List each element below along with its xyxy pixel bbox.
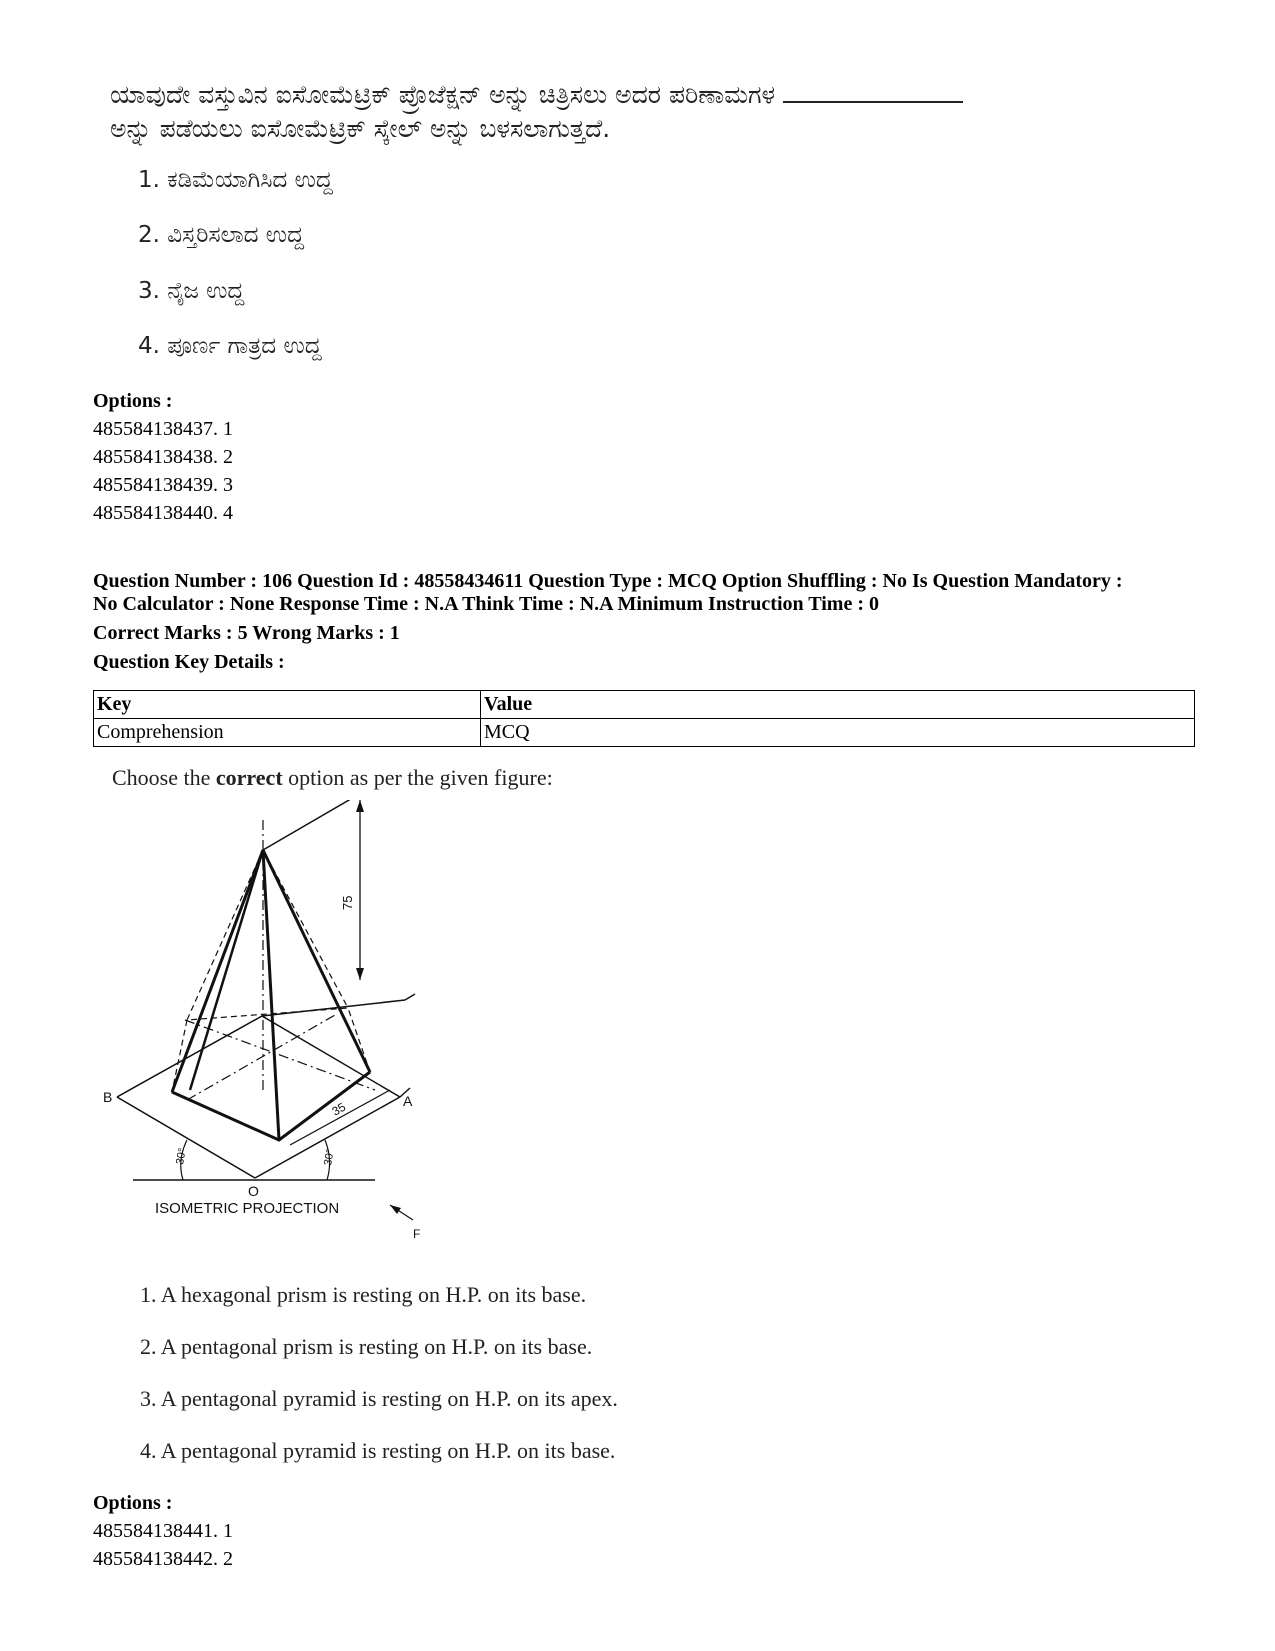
label-b: B — [103, 1089, 113, 1105]
dimension-label-height: 75 — [340, 895, 355, 910]
pyramid-edge-front — [263, 850, 279, 1140]
key-table-cell-key: Comprehension — [94, 719, 481, 747]
options-label: Options : — [93, 1492, 173, 1514]
question-meta-line1: Question Number : 106 Question Id : 48558434611 Question Type : MCQ Option Shuffling : No Is Question Mandatory : — [93, 570, 1123, 592]
isometric-pyramid-figure — [95, 800, 455, 1240]
angle-label-right: 30° — [322, 1148, 337, 1167]
answer-blank — [783, 79, 963, 103]
angle-label-left: 30° — [174, 1147, 189, 1166]
question-key-details-label: Question Key Details : — [93, 651, 285, 673]
prompt-text-after: option as per the given figure: — [282, 765, 553, 790]
kannada-choice-4: 4. ಪೂರ್ಣ ಗಾತ್ರದ ಉದ್ದ — [138, 333, 322, 359]
prompt-text-before: Choose the — [112, 765, 216, 790]
rhombus-edge-bo — [117, 1097, 255, 1178]
key-table-header-row — [94, 691, 1195, 719]
option-prev-4: 485584138440. 4 — [93, 502, 233, 524]
kannada-choice-3: 3. ನೈಜ ಉದ್ದ — [138, 278, 245, 304]
key-table-header-key: Key — [94, 691, 481, 719]
question-choice-2: 2. A pentagonal prism is resting on H.P. on its base. — [140, 1334, 593, 1359]
kannada-question-line1: ಯಾವುದೇ ವಸ್ತುವಿನ ಐಸೋಮೆಟ್ರಿಕ್ ಪ್ರೊಜೆಕ್ಷನ್ ಅನ್ನು ಚಿತ್ರಿಸಲು ಅದರ ಪರಿಣಾಮಗಳ — [110, 80, 776, 109]
kannada-question-text — [110, 78, 1190, 146]
label-f: F — [413, 1227, 421, 1240]
prompt-text-bold: correct — [215, 765, 283, 790]
option-1: 485584138441. 1 — [93, 1520, 233, 1542]
question-key-table — [93, 690, 1195, 747]
key-table-cell-value: MCQ — [481, 719, 1195, 747]
pyramid-edge-left — [172, 850, 263, 1092]
question-choice-4: 4. A pentagonal pyramid is resting on H.P. on its base. — [140, 1438, 616, 1463]
option-2: 485584138442. 2 — [93, 1548, 233, 1570]
label-o: O — [248, 1183, 259, 1199]
pentagon-base-hidden — [172, 1008, 370, 1140]
question-meta — [93, 570, 1213, 616]
pyramid-edge-right — [263, 850, 370, 1072]
question-prompt — [112, 765, 553, 791]
question-choice-1: 1. A hexagonal prism is resting on H.P. on its base. — [140, 1282, 587, 1307]
table-row — [94, 719, 1195, 747]
option-prev-2: 485584138438. 2 — [93, 446, 233, 468]
key-table-header-value: Value — [481, 691, 1195, 719]
dimension-line-side — [290, 1090, 390, 1145]
dimension-label-side: 35 — [329, 1099, 349, 1119]
label-a: A — [403, 1093, 413, 1109]
question-marks: Correct Marks : 5 Wrong Marks : 1 — [93, 622, 400, 644]
figure-caption: ISOMETRIC PROJECTION — [155, 1200, 340, 1217]
options-label-prev: Options : — [93, 390, 173, 412]
option-prev-1: 485584138437. 1 — [93, 418, 233, 440]
question-meta-line2: No Calculator : None Response Time : N.A Think Time : N.A Minimum Instruction Time : 0 — [93, 593, 879, 615]
option-prev-3: 485584138439. 3 — [93, 474, 233, 496]
question-choice-3: 3. A pentagonal pyramid is resting on H.P. on its apex. — [140, 1386, 618, 1411]
kannada-question-line2: ಅನ್ನು ಪಡೆಯಲು ಐಸೋಮೆಟ್ರಿಕ್ ಸ್ಕೇಲ್ ಅನ್ನು ಬಳಸಲಾಗುತ್ತದೆ. — [110, 114, 611, 143]
kannada-choice-2: 2. ವಿಸ್ತರಿಸಲಾದ ಉದ್ದ — [138, 222, 305, 248]
kannada-choice-1: 1. ಕಡಿಮೆಯಾಗಿಸಿದ ಉದ್ದ — [138, 167, 333, 193]
